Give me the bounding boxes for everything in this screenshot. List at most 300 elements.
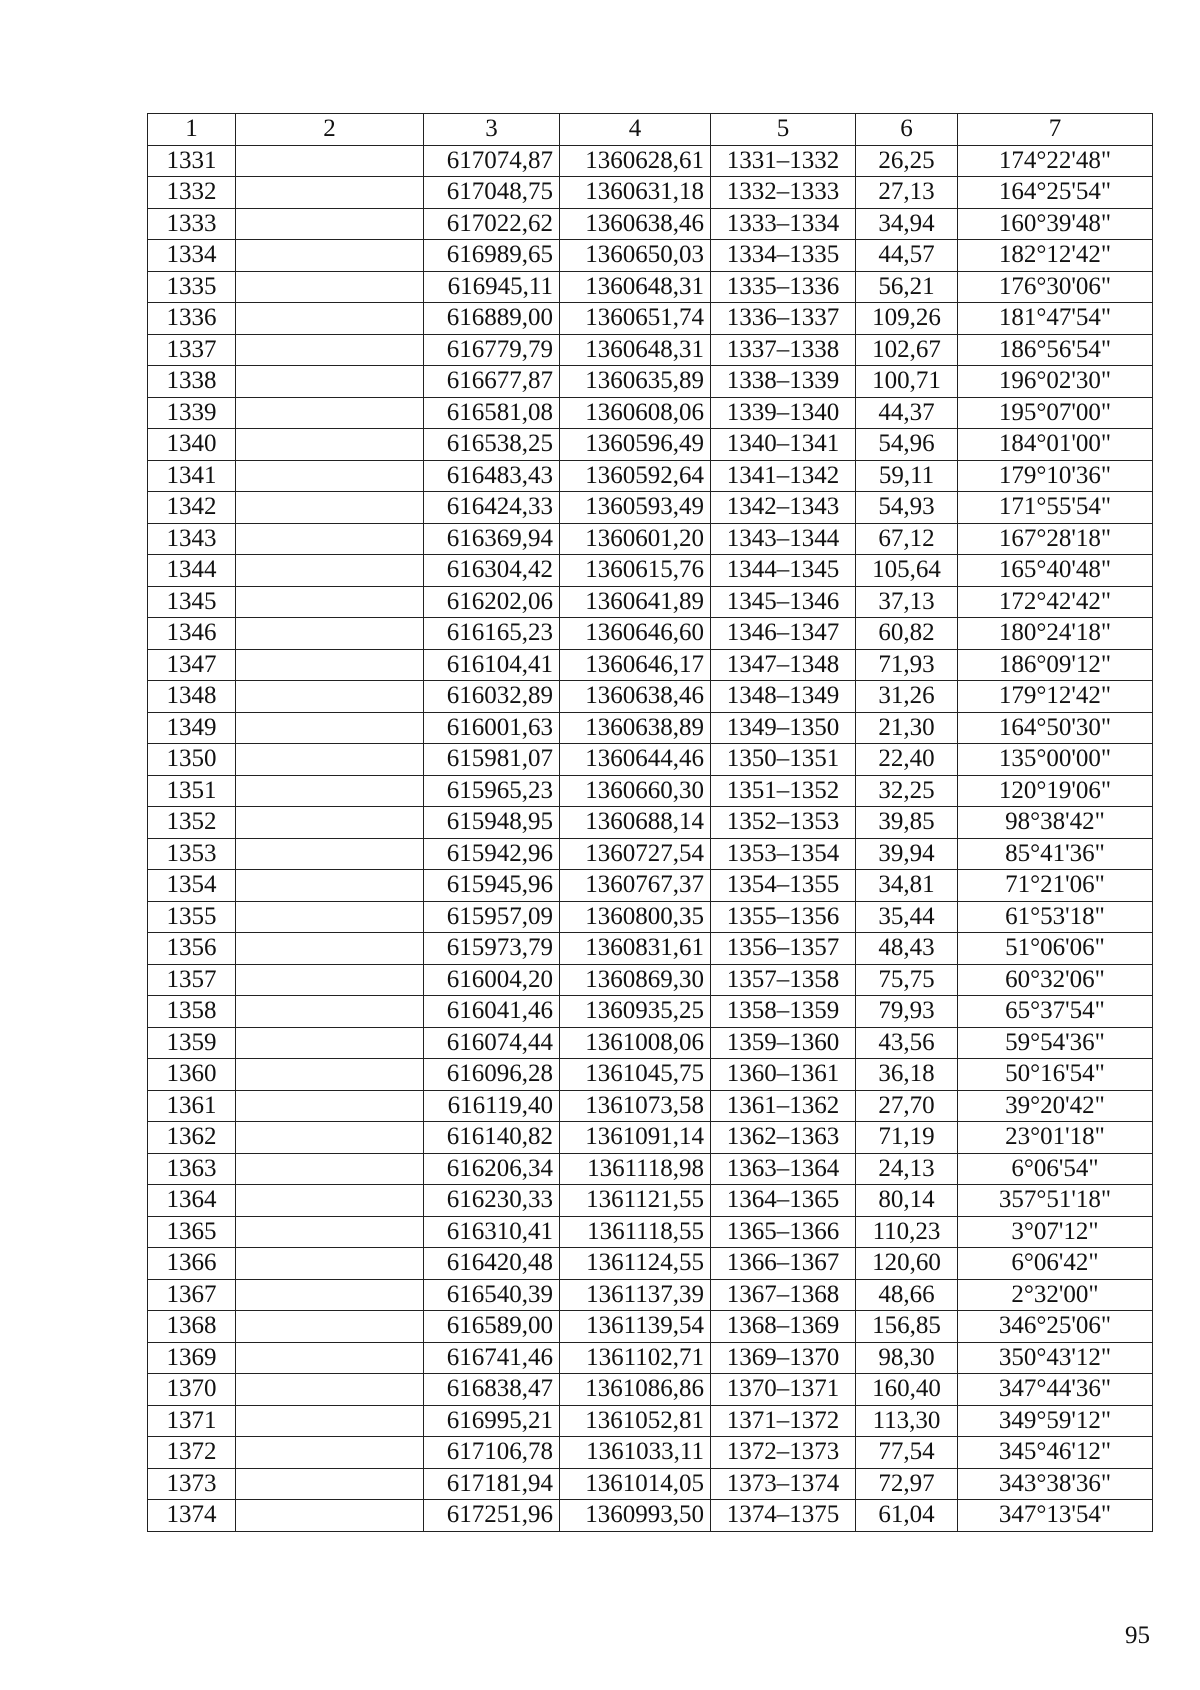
column-2-cell [236, 271, 424, 303]
y-coordinate-cell: 1360635,89 [560, 366, 711, 398]
table-row [148, 775, 1153, 807]
segment-cell: 1359–1360 [711, 1027, 856, 1059]
length-cell: 35,44 [856, 901, 958, 933]
y-coordinate-cell: 1360615,76 [560, 555, 711, 587]
point-number-cell: 1331 [148, 145, 236, 177]
length-cell: 27,13 [856, 177, 958, 209]
column-2-cell [236, 996, 424, 1028]
segment-cell: 1343–1344 [711, 523, 856, 555]
x-coordinate-cell: 616119,40 [424, 1090, 560, 1122]
column-2-cell [236, 460, 424, 492]
y-coordinate-cell: 1360869,30 [560, 964, 711, 996]
header-row [148, 114, 1153, 146]
length-cell: 75,75 [856, 964, 958, 996]
segment-cell: 1338–1339 [711, 366, 856, 398]
point-number-cell: 1355 [148, 901, 236, 933]
segment-cell: 1334–1335 [711, 240, 856, 272]
length-cell: 31,26 [856, 681, 958, 713]
point-number-cell: 1369 [148, 1342, 236, 1374]
length-cell: 105,64 [856, 555, 958, 587]
table-row [148, 712, 1153, 744]
point-number-cell: 1349 [148, 712, 236, 744]
table-row [148, 1216, 1153, 1248]
y-coordinate-cell: 1361033,11 [560, 1437, 711, 1469]
bearing-cell: 2°32'00" [958, 1279, 1153, 1311]
x-coordinate-cell: 616995,21 [424, 1405, 560, 1437]
y-coordinate-cell: 1361014,05 [560, 1468, 711, 1500]
bearing-cell: 181°47'54" [958, 303, 1153, 335]
segment-cell: 1351–1352 [711, 775, 856, 807]
length-cell: 39,85 [856, 807, 958, 839]
table-row [148, 1027, 1153, 1059]
y-coordinate-cell: 1361137,39 [560, 1279, 711, 1311]
length-cell: 37,13 [856, 586, 958, 618]
x-coordinate-cell: 616838,47 [424, 1374, 560, 1406]
length-cell: 54,93 [856, 492, 958, 524]
bearing-cell: 51°06'06" [958, 933, 1153, 965]
column-2-cell [236, 1153, 424, 1185]
y-coordinate-cell: 1360592,64 [560, 460, 711, 492]
point-number-cell: 1359 [148, 1027, 236, 1059]
table-row [148, 208, 1153, 240]
bearing-cell: 60°32'06" [958, 964, 1153, 996]
header-cell: 7 [958, 114, 1153, 146]
y-coordinate-cell: 1361139,54 [560, 1311, 711, 1343]
bearing-cell: 346°25'06" [958, 1311, 1153, 1343]
point-number-cell: 1345 [148, 586, 236, 618]
column-2-cell [236, 1027, 424, 1059]
table-row [148, 240, 1153, 272]
table-row [148, 744, 1153, 776]
length-cell: 34,81 [856, 870, 958, 902]
table-row [148, 1311, 1153, 1343]
bearing-cell: 120°19'06" [958, 775, 1153, 807]
column-2-cell [236, 208, 424, 240]
segment-cell: 1369–1370 [711, 1342, 856, 1374]
point-number-cell: 1364 [148, 1185, 236, 1217]
x-coordinate-cell: 616032,89 [424, 681, 560, 713]
header-cell: 6 [856, 114, 958, 146]
length-cell: 34,94 [856, 208, 958, 240]
segment-cell: 1368–1369 [711, 1311, 856, 1343]
point-number-cell: 1366 [148, 1248, 236, 1280]
y-coordinate-cell: 1360638,46 [560, 208, 711, 240]
column-2-cell [236, 1405, 424, 1437]
table-row [148, 1185, 1153, 1217]
column-2-cell [236, 649, 424, 681]
bearing-cell: 6°06'54" [958, 1153, 1153, 1185]
bearing-cell: 23°01'18" [958, 1122, 1153, 1154]
length-cell: 72,97 [856, 1468, 958, 1500]
bearing-cell: 186°56'54" [958, 334, 1153, 366]
point-number-cell: 1337 [148, 334, 236, 366]
bearing-cell: 85°41'36" [958, 838, 1153, 870]
column-2-cell [236, 1374, 424, 1406]
column-2-cell [236, 429, 424, 461]
x-coordinate-cell: 615957,09 [424, 901, 560, 933]
column-2-cell [236, 838, 424, 870]
y-coordinate-cell: 1360631,18 [560, 177, 711, 209]
point-number-cell: 1332 [148, 177, 236, 209]
y-coordinate-cell: 1360767,37 [560, 870, 711, 902]
y-coordinate-cell: 1361008,06 [560, 1027, 711, 1059]
column-2-cell [236, 1059, 424, 1091]
y-coordinate-cell: 1360688,14 [560, 807, 711, 839]
segment-cell: 1354–1355 [711, 870, 856, 902]
length-cell: 48,43 [856, 933, 958, 965]
point-number-cell: 1365 [148, 1216, 236, 1248]
x-coordinate-cell: 616230,33 [424, 1185, 560, 1217]
length-cell: 44,37 [856, 397, 958, 429]
point-number-cell: 1348 [148, 681, 236, 713]
point-number-cell: 1356 [148, 933, 236, 965]
table-row [148, 1405, 1153, 1437]
y-coordinate-cell: 1360727,54 [560, 838, 711, 870]
point-number-cell: 1344 [148, 555, 236, 587]
column-2-cell [236, 744, 424, 776]
y-coordinate-cell: 1360644,46 [560, 744, 711, 776]
bearing-cell: 61°53'18" [958, 901, 1153, 933]
x-coordinate-cell: 616677,87 [424, 366, 560, 398]
x-coordinate-cell: 615981,07 [424, 744, 560, 776]
table-row [148, 870, 1153, 902]
bearing-cell: 350°43'12" [958, 1342, 1153, 1374]
y-coordinate-cell: 1361091,14 [560, 1122, 711, 1154]
point-number-cell: 1368 [148, 1311, 236, 1343]
point-number-cell: 1371 [148, 1405, 236, 1437]
x-coordinate-cell: 615965,23 [424, 775, 560, 807]
header-cell: 5 [711, 114, 856, 146]
y-coordinate-cell: 1361052,81 [560, 1405, 711, 1437]
point-number-cell: 1343 [148, 523, 236, 555]
bearing-cell: 179°10'36" [958, 460, 1153, 492]
y-coordinate-cell: 1361118,98 [560, 1153, 711, 1185]
point-number-cell: 1373 [148, 1468, 236, 1500]
y-coordinate-cell: 1360648,31 [560, 334, 711, 366]
y-coordinate-cell: 1361073,58 [560, 1090, 711, 1122]
table-row [148, 1374, 1153, 1406]
length-cell: 120,60 [856, 1248, 958, 1280]
table-row [148, 1437, 1153, 1469]
column-2-cell [236, 555, 424, 587]
column-2-cell [236, 1311, 424, 1343]
column-2-cell [236, 1500, 424, 1532]
point-number-cell: 1363 [148, 1153, 236, 1185]
table-row [148, 145, 1153, 177]
x-coordinate-cell: 615945,96 [424, 870, 560, 902]
bearing-cell: 3°07'12" [958, 1216, 1153, 1248]
x-coordinate-cell: 616483,43 [424, 460, 560, 492]
x-coordinate-cell: 616140,82 [424, 1122, 560, 1154]
table-row [148, 1090, 1153, 1122]
point-number-cell: 1353 [148, 838, 236, 870]
bearing-cell: 167°28'18" [958, 523, 1153, 555]
column-2-cell [236, 870, 424, 902]
point-number-cell: 1352 [148, 807, 236, 839]
point-number-cell: 1338 [148, 366, 236, 398]
table-row [148, 366, 1153, 398]
segment-cell: 1345–1346 [711, 586, 856, 618]
x-coordinate-cell: 616041,46 [424, 996, 560, 1028]
segment-cell: 1366–1367 [711, 1248, 856, 1280]
table-row [148, 271, 1153, 303]
length-cell: 98,30 [856, 1342, 958, 1374]
column-2-cell [236, 681, 424, 713]
segment-cell: 1364–1365 [711, 1185, 856, 1217]
column-2-cell [236, 177, 424, 209]
point-number-cell: 1340 [148, 429, 236, 461]
x-coordinate-cell: 616420,48 [424, 1248, 560, 1280]
table-row [148, 649, 1153, 681]
y-coordinate-cell: 1360596,49 [560, 429, 711, 461]
segment-cell: 1335–1336 [711, 271, 856, 303]
point-number-cell: 1360 [148, 1059, 236, 1091]
x-coordinate-cell: 615948,95 [424, 807, 560, 839]
segment-cell: 1341–1342 [711, 460, 856, 492]
table-row [148, 1468, 1153, 1500]
segment-cell: 1349–1350 [711, 712, 856, 744]
y-coordinate-cell: 1360593,49 [560, 492, 711, 524]
column-2-cell [236, 397, 424, 429]
bearing-cell: 135°00'00" [958, 744, 1153, 776]
segment-cell: 1362–1363 [711, 1122, 856, 1154]
table-row [148, 303, 1153, 335]
point-number-cell: 1333 [148, 208, 236, 240]
segment-cell: 1333–1334 [711, 208, 856, 240]
column-2-cell [236, 901, 424, 933]
y-coordinate-cell: 1360638,46 [560, 681, 711, 713]
point-number-cell: 1342 [148, 492, 236, 524]
x-coordinate-cell: 616945,11 [424, 271, 560, 303]
table-row [148, 933, 1153, 965]
table-row [148, 964, 1153, 996]
length-cell: 109,26 [856, 303, 958, 335]
bearing-cell: 195°07'00" [958, 397, 1153, 429]
point-number-cell: 1336 [148, 303, 236, 335]
segment-cell: 1355–1356 [711, 901, 856, 933]
bearing-cell: 171°55'54" [958, 492, 1153, 524]
segment-cell: 1340–1341 [711, 429, 856, 461]
point-number-cell: 1351 [148, 775, 236, 807]
y-coordinate-cell: 1361121,55 [560, 1185, 711, 1217]
point-number-cell: 1341 [148, 460, 236, 492]
table-row [148, 523, 1153, 555]
segment-cell: 1339–1340 [711, 397, 856, 429]
header-cell: 3 [424, 114, 560, 146]
table-row [148, 681, 1153, 713]
segment-cell: 1342–1343 [711, 492, 856, 524]
table-row [148, 492, 1153, 524]
length-cell: 71,93 [856, 649, 958, 681]
length-cell: 67,12 [856, 523, 958, 555]
table-row [148, 996, 1153, 1028]
segment-cell: 1356–1357 [711, 933, 856, 965]
column-2-cell [236, 618, 424, 650]
point-number-cell: 1372 [148, 1437, 236, 1469]
bearing-cell: 179°12'42" [958, 681, 1153, 713]
length-cell: 100,71 [856, 366, 958, 398]
table-row [148, 618, 1153, 650]
point-number-cell: 1374 [148, 1500, 236, 1532]
column-2-cell [236, 712, 424, 744]
table-row [148, 460, 1153, 492]
bearing-cell: 176°30'06" [958, 271, 1153, 303]
segment-cell: 1373–1374 [711, 1468, 856, 1500]
segment-cell: 1331–1332 [711, 145, 856, 177]
segment-cell: 1374–1375 [711, 1500, 856, 1532]
x-coordinate-cell: 616310,41 [424, 1216, 560, 1248]
bearing-cell: 165°40'48" [958, 555, 1153, 587]
y-coordinate-cell: 1360641,89 [560, 586, 711, 618]
x-coordinate-cell: 616741,46 [424, 1342, 560, 1374]
bearing-cell: 164°50'30" [958, 712, 1153, 744]
column-2-cell [236, 964, 424, 996]
segment-cell: 1361–1362 [711, 1090, 856, 1122]
x-coordinate-cell: 617106,78 [424, 1437, 560, 1469]
y-coordinate-cell: 1360638,89 [560, 712, 711, 744]
column-2-cell [236, 492, 424, 524]
y-coordinate-cell: 1360651,74 [560, 303, 711, 335]
point-number-cell: 1354 [148, 870, 236, 902]
table-row [148, 586, 1153, 618]
x-coordinate-cell: 616165,23 [424, 618, 560, 650]
column-2-cell [236, 933, 424, 965]
segment-cell: 1367–1368 [711, 1279, 856, 1311]
segment-cell: 1337–1338 [711, 334, 856, 366]
point-number-cell: 1370 [148, 1374, 236, 1406]
x-coordinate-cell: 617251,96 [424, 1500, 560, 1532]
length-cell: 59,11 [856, 460, 958, 492]
table-row [148, 1248, 1153, 1280]
length-cell: 39,94 [856, 838, 958, 870]
bearing-cell: 59°54'36" [958, 1027, 1153, 1059]
x-coordinate-cell: 617048,75 [424, 177, 560, 209]
length-cell: 110,23 [856, 1216, 958, 1248]
header-cell: 2 [236, 114, 424, 146]
point-number-cell: 1358 [148, 996, 236, 1028]
bearing-cell: 39°20'42" [958, 1090, 1153, 1122]
segment-cell: 1353–1354 [711, 838, 856, 870]
table-row [148, 901, 1153, 933]
x-coordinate-cell: 616589,00 [424, 1311, 560, 1343]
x-coordinate-cell: 616540,39 [424, 1279, 560, 1311]
bearing-cell: 172°42'42" [958, 586, 1153, 618]
point-number-cell: 1334 [148, 240, 236, 272]
point-number-cell: 1362 [148, 1122, 236, 1154]
bearing-cell: 357°51'18" [958, 1185, 1153, 1217]
segment-cell: 1370–1371 [711, 1374, 856, 1406]
segment-cell: 1365–1366 [711, 1216, 856, 1248]
bearing-cell: 182°12'42" [958, 240, 1153, 272]
point-number-cell: 1361 [148, 1090, 236, 1122]
segment-cell: 1344–1345 [711, 555, 856, 587]
bearing-cell: 347°13'54" [958, 1500, 1153, 1532]
table-row [148, 397, 1153, 429]
x-coordinate-cell: 616424,33 [424, 492, 560, 524]
length-cell: 36,18 [856, 1059, 958, 1091]
x-coordinate-cell: 617181,94 [424, 1468, 560, 1500]
length-cell: 80,14 [856, 1185, 958, 1217]
y-coordinate-cell: 1360993,50 [560, 1500, 711, 1532]
y-coordinate-cell: 1361118,55 [560, 1216, 711, 1248]
table-row [148, 555, 1153, 587]
x-coordinate-cell: 616779,79 [424, 334, 560, 366]
bearing-cell: 349°59'12" [958, 1405, 1153, 1437]
bearing-cell: 6°06'42" [958, 1248, 1153, 1280]
y-coordinate-cell: 1360831,61 [560, 933, 711, 965]
length-cell: 79,93 [856, 996, 958, 1028]
x-coordinate-cell: 617022,62 [424, 208, 560, 240]
length-cell: 102,67 [856, 334, 958, 366]
point-number-cell: 1367 [148, 1279, 236, 1311]
x-coordinate-cell: 615973,79 [424, 933, 560, 965]
column-2-cell [236, 1185, 424, 1217]
segment-cell: 1348–1349 [711, 681, 856, 713]
column-2-cell [236, 1216, 424, 1248]
column-2-cell [236, 145, 424, 177]
segment-cell: 1358–1359 [711, 996, 856, 1028]
header-cell: 4 [560, 114, 711, 146]
bearing-cell: 196°02'30" [958, 366, 1153, 398]
length-cell: 113,30 [856, 1405, 958, 1437]
point-number-cell: 1357 [148, 964, 236, 996]
length-cell: 43,56 [856, 1027, 958, 1059]
column-2-cell [236, 523, 424, 555]
segment-cell: 1332–1333 [711, 177, 856, 209]
x-coordinate-cell: 616004,20 [424, 964, 560, 996]
column-2-cell [236, 240, 424, 272]
x-coordinate-cell: 617074,87 [424, 145, 560, 177]
y-coordinate-cell: 1361102,71 [560, 1342, 711, 1374]
y-coordinate-cell: 1360800,35 [560, 901, 711, 933]
segment-cell: 1371–1372 [711, 1405, 856, 1437]
length-cell: 26,25 [856, 145, 958, 177]
y-coordinate-cell: 1360650,03 [560, 240, 711, 272]
column-2-cell [236, 1437, 424, 1469]
length-cell: 54,96 [856, 429, 958, 461]
y-coordinate-cell: 1360648,31 [560, 271, 711, 303]
y-coordinate-cell: 1361045,75 [560, 1059, 711, 1091]
coordinates-table [147, 113, 1153, 1532]
bearing-cell: 160°39'48" [958, 208, 1153, 240]
point-number-cell: 1346 [148, 618, 236, 650]
y-coordinate-cell: 1360660,30 [560, 775, 711, 807]
y-coordinate-cell: 1360601,20 [560, 523, 711, 555]
segment-cell: 1350–1351 [711, 744, 856, 776]
length-cell: 156,85 [856, 1311, 958, 1343]
bearing-cell: 174°22'48" [958, 145, 1153, 177]
bearing-cell: 343°38'36" [958, 1468, 1153, 1500]
y-coordinate-cell: 1361124,55 [560, 1248, 711, 1280]
table-row [148, 334, 1153, 366]
column-2-cell [236, 1090, 424, 1122]
segment-cell: 1346–1347 [711, 618, 856, 650]
point-number-cell: 1347 [148, 649, 236, 681]
table-row [148, 1342, 1153, 1374]
column-2-cell [236, 1122, 424, 1154]
header-cell: 1 [148, 114, 236, 146]
x-coordinate-cell: 616074,44 [424, 1027, 560, 1059]
y-coordinate-cell: 1360935,25 [560, 996, 711, 1028]
x-coordinate-cell: 616581,08 [424, 397, 560, 429]
column-2-cell [236, 807, 424, 839]
x-coordinate-cell: 616001,63 [424, 712, 560, 744]
table-row [148, 177, 1153, 209]
table-row [148, 838, 1153, 870]
point-number-cell: 1335 [148, 271, 236, 303]
x-coordinate-cell: 616538,25 [424, 429, 560, 461]
table-row [148, 1279, 1153, 1311]
